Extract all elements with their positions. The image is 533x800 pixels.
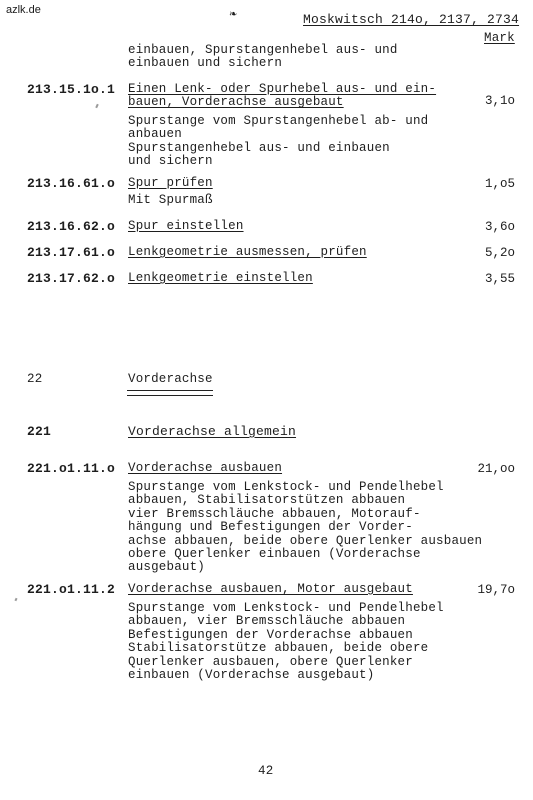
section-title: Vorderachse allgemein — [128, 424, 297, 439]
operation-description: Spurstange vom Spurstangenhebel ab- und anbauen Spurstangenhebel aus- und einbauen und sichern — [128, 114, 429, 169]
group-title-double-underline — [127, 390, 213, 396]
group-title: Vorderachse — [128, 372, 213, 386]
operation-title: Einen Lenk- oder Spurhebel aus- und ein- bauen, Vorderachse ausgebaut — [128, 82, 437, 110]
ornament-icon: ❧ — [229, 9, 238, 20]
operation-title: Vorderachse ausbauen — [128, 461, 283, 475]
continuation-text: einbauen, Spurstangenhebel aus- und einbauen und sichern — [128, 43, 398, 71]
operation-code: 213.15.1o.1 — [27, 82, 116, 97]
operation-description: Spurstange vom Lenkstock- und Pendelhebel abbauen, vier Bremsschläuche abbauen Befestigungen der Vorderachse abbauen Stabilisatorstütze abbauen, beide obere Querlenker ausbauen, obere Querlenker einbauen (Vorderachse ausgebaut) — [128, 601, 444, 683]
page-number: 42 — [258, 764, 274, 778]
operation-description: Mit Spurmaß — [128, 193, 213, 207]
operation-code: 213.16.61.o — [27, 176, 116, 191]
operation-title: Lenkgeometrie einstellen — [128, 271, 313, 285]
scan-speck — [14, 598, 17, 602]
group-code: 22 — [27, 372, 43, 386]
operation-code: 213.17.61.o — [27, 245, 116, 260]
price-column-header: Mark — [484, 31, 515, 45]
operation-code: 213.17.62.o — [27, 271, 116, 286]
operation-title: Spur einstellen — [128, 219, 244, 233]
operation-code: 221.o1.11.2 — [27, 582, 116, 597]
scan-speck — [95, 104, 99, 108]
section-code: 221 — [27, 424, 52, 439]
operation-price: 3,1o — [484, 94, 515, 108]
operation-code: 221.o1.11.o — [27, 461, 116, 476]
operation-description: Spurstange vom Lenkstock- und Pendelhebel abbauen, Stabilisatorstützen abbauen vier Bremsschläuche abbauen, Motorauf- hängung und Befestigungen der Vorder- achse abbauen, beide obere Querlenker ausbauen obere Querlenker einbauen (Vorderachse ausgebaut) — [128, 480, 483, 575]
operation-price: 19,7o — [477, 583, 515, 597]
operation-title: Vorderachse ausbauen, Motor ausgebaut — [128, 582, 413, 596]
operation-code: 213.16.62.o — [27, 219, 116, 234]
site-watermark: azlk.de — [6, 4, 41, 16]
page-header-title: Moskwitsch 214o, 2137, 2734 — [303, 12, 520, 27]
operation-title: Spur prüfen — [128, 176, 213, 190]
operation-price: 5,2o — [484, 246, 515, 260]
operation-title: Lenkgeometrie ausmessen, prüfen — [128, 245, 367, 259]
operation-price: 21,oo — [477, 462, 515, 476]
operation-price: 3,55 — [484, 272, 515, 286]
operation-price: 3,6o — [484, 220, 515, 234]
operation-price: 1,o5 — [484, 177, 515, 191]
